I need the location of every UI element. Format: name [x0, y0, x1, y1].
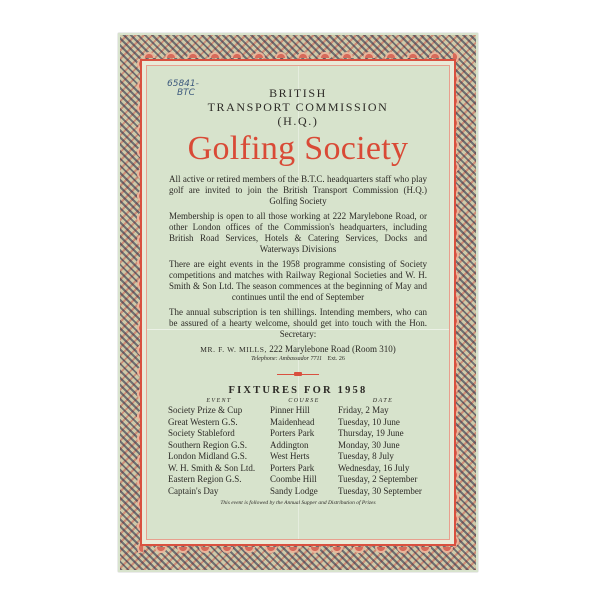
paragraph-subscription: The annual subscription is ten shillings. Intending members, who can be assured of a hearty welcome, should get into touch with the Hon. Secretary: — [169, 307, 427, 339]
paragraph-events: There are eight events in the 1958 programme consisting of Society competitions and matches with Railway Regional Societies and W. H. Smith & Son Ltd. The season commences at the beginning of May and continues until the end of September — [169, 259, 427, 302]
course-cell: Porters Park — [270, 462, 315, 473]
fixtures-footnote: This event is followed by the Annual Supper and Distribution of Prizes — [220, 500, 376, 506]
event-cell: W. H. Smith & Son Ltd. — [168, 462, 256, 473]
inner-frame-rule — [146, 65, 450, 540]
date-cell: Thursday, 19 June — [338, 428, 404, 438]
course-cell: Pinner Hill — [270, 405, 310, 415]
date-cell: Friday, 2 May — [338, 405, 389, 415]
table-row — [168, 440, 428, 452]
course-cell: Coombe Hill — [270, 474, 317, 484]
event-cell: London Midland G.S. — [168, 451, 248, 461]
table-row — [168, 428, 428, 440]
handwritten-line-2: BTC — [177, 88, 195, 98]
date-cell: Monday, 30 June — [338, 439, 400, 450]
event-cell: Society Prize & Cup — [168, 405, 243, 415]
column-header-date: DATE — [372, 398, 394, 404]
fixtures-title: FIXTURES FOR 1958 — [228, 385, 368, 396]
course-cell: Maidenhead — [270, 416, 315, 427]
table-row — [168, 405, 428, 417]
poster — [118, 33, 478, 572]
red-frame-rule — [140, 59, 456, 546]
paragraph-membership: Membership is open to all those working at 222 Marylebone Road, or other London offices of the Commission's headquarters, including British Road Services, Hotels & Catering Services, Docks and Waterways Divisions — [169, 211, 427, 254]
course-cell: Porters Park — [270, 428, 315, 438]
course-cell: West Herts — [270, 451, 310, 461]
border-scallops-top — [138, 48, 458, 58]
org-line-3: (H.Q.) — [277, 114, 319, 128]
event-cell: Society Stableford — [168, 428, 235, 438]
date-cell: Wednesday, 16 July — [338, 462, 410, 473]
org-line-1: BRITISH — [269, 86, 327, 100]
date-cell: Tuesday, 30 September — [338, 485, 422, 496]
date-cell: Tuesday, 2 September — [338, 474, 418, 484]
poster-content — [147, 66, 449, 539]
paragraph-invitation: All active or retired members of the B.T.C. headquarters staff who play golf are invited to join the British Transport Commission (H.Q.) Golfing Society — [169, 174, 427, 206]
poster-title: Golfing Society — [187, 130, 409, 167]
event-cell: Southern Region G.S. — [168, 439, 248, 450]
ornament-divider — [277, 372, 319, 376]
event-cell: Eastern Region G.S. — [168, 474, 242, 484]
table-row — [168, 463, 428, 475]
secretary-address: 222 Marylebone Road (Room 310) — [269, 344, 396, 354]
event-cell: Great Western G.S. — [168, 416, 238, 427]
ornamental-border — [120, 35, 476, 570]
column-header-event: EVENT — [206, 398, 232, 404]
handwritten-line-1: 65841- — [167, 79, 199, 89]
fixtures-table — [168, 398, 428, 497]
telephone-extension: Ext. 26 — [327, 356, 345, 362]
column-header-course: COURSE — [288, 398, 320, 404]
date-cell: Tuesday, 8 July — [338, 451, 394, 461]
course-cell: Sandy Lodge — [270, 485, 318, 496]
table-row — [168, 486, 428, 498]
course-cell: Addington — [270, 439, 309, 450]
border-scallops-bottom — [138, 547, 458, 557]
secretary-telephone — [147, 356, 449, 362]
secretary-contact — [147, 344, 449, 355]
event-cell: Captain's Day — [168, 485, 219, 496]
table-row — [168, 417, 428, 429]
table-row — [168, 451, 428, 463]
secretary-name: MR. F. W. MILLS, — [200, 345, 267, 354]
table-row — [168, 474, 428, 486]
handwritten-note — [167, 80, 199, 98]
telephone-number: Telephone: Ambassador 7711 — [251, 356, 323, 362]
date-cell: Tuesday, 10 June — [338, 416, 400, 427]
org-line-2: TRANSPORT COMMISSION — [207, 100, 389, 114]
